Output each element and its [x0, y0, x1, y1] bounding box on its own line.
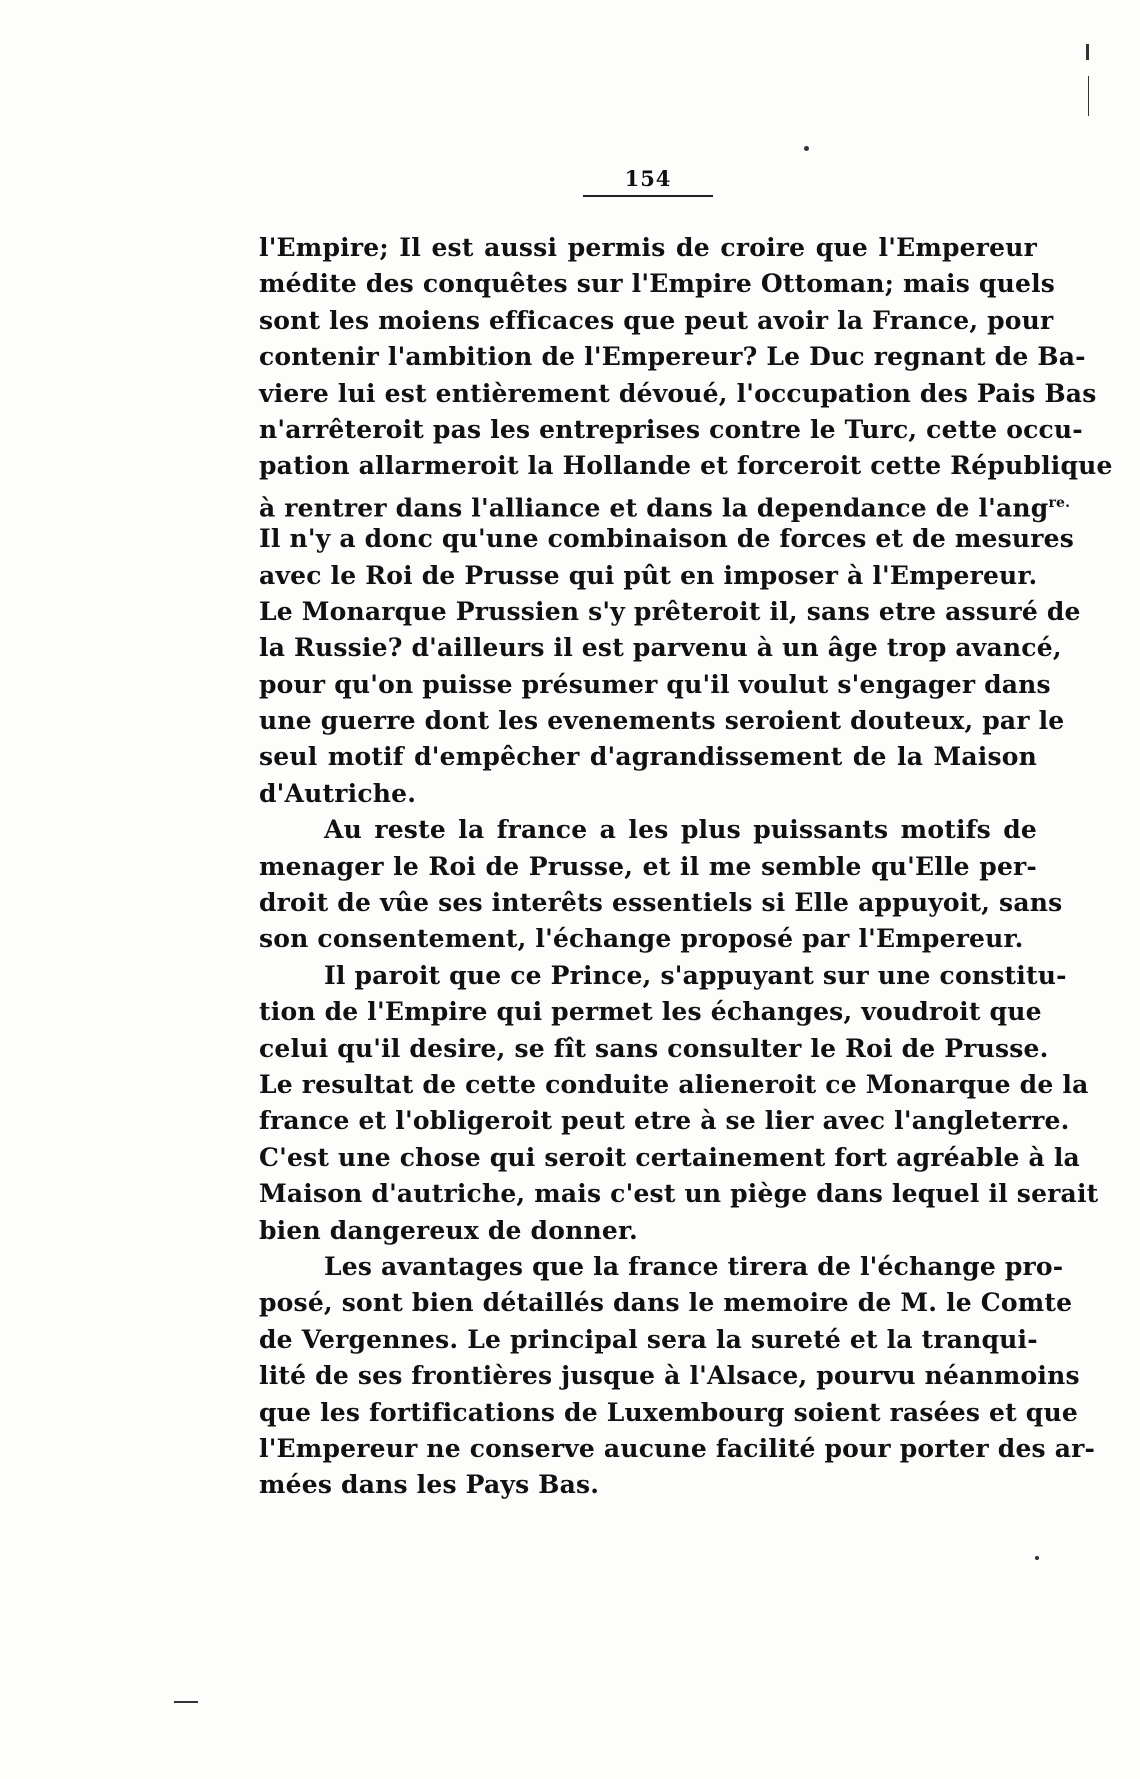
- scan-mark: [174, 1701, 198, 1703]
- text-line: Il paroit que ce Prince, s'appuyant sur une constitu-: [324, 960, 1067, 990]
- text-line: lité de ses frontières jusque à l'Alsace, pourvu néanmoins: [259, 1361, 1080, 1391]
- body-text: [259, 230, 1113, 1504]
- text-line: seul motif d'empêcher d'agrandissement de la Maison: [259, 742, 1037, 772]
- text-line: avec le Roi de Prusse qui pût en imposer à l'Empereur.: [259, 560, 1038, 590]
- text-line: celui qu'il desire, se fît sans consulter le Roi de Prusse.: [259, 1033, 1049, 1063]
- text-line: d'Autriche.: [259, 778, 417, 808]
- text-line: Maison d'autriche, mais c'est un piège dans lequel il serait: [259, 1179, 1099, 1209]
- abbreviation-superscript: re.: [1048, 494, 1071, 511]
- text-line: pation allarmeroit la Hollande et forceroit cette République: [259, 451, 1113, 481]
- text-line: Le Monarque Prussien s'y prêteroit il, sans etre assuré de: [259, 596, 1081, 626]
- text-line: Au reste la france a les plus puissants motifs de: [324, 815, 1037, 845]
- text-line: de Vergennes. Le principal sera la sureté et la tranqui-: [259, 1324, 1038, 1354]
- text-line: Le resultat de cette conduite alieneroit ce Monarque de la: [259, 1069, 1089, 1099]
- text-line: C'est une chose qui seroit certainement fort agréable à la: [259, 1142, 1080, 1172]
- text-line: médite des conquêtes sur l'Empire Ottoman; mais quels: [259, 269, 1056, 299]
- text-line: l'Empire; Il est aussi permis de croire que l'Empereur: [259, 233, 1037, 262]
- text-line: son consentement, l'échange proposé par l'Empereur.: [259, 924, 1024, 954]
- text-line: Il n'y a donc qu'une combinaison de forces et de mesures: [259, 524, 1075, 554]
- text-line: france et l'obligeroit peut etre à se lier avec l'angleterre.: [259, 1106, 1070, 1136]
- text-line: n'arrêteroit pas les entreprises contre le Turc, cette occu-: [259, 414, 1083, 444]
- text-line: que les fortifications de Luxembourg soient rasées et que: [259, 1397, 1078, 1427]
- text-line: Les avantages que la france tirera de l'échange pro-: [324, 1251, 1064, 1281]
- scan-mark: [804, 146, 809, 151]
- page-number: 154: [583, 166, 713, 197]
- text-line: pour qu'on puisse présumer qu'il voulut s'engager dans: [259, 669, 1051, 699]
- text-line: posé, sont bien détaillés dans le memoire de M. le Comte: [259, 1288, 1073, 1318]
- text-line: mées dans les Pays Bas.: [259, 1470, 600, 1500]
- text-line: l'Empereur ne conserve aucune facilité pour porter des ar-: [259, 1433, 1096, 1463]
- text-line: bien dangereux de donner.: [259, 1215, 638, 1245]
- text-line: sont les moiens efficaces que peut avoir la France, pour: [259, 305, 1054, 335]
- text-line: droit de vûe ses interêts essentiels si Elle appuyoit, sans: [259, 888, 1063, 918]
- scan-mark: [1035, 1556, 1039, 1560]
- text-line: viere lui est entièrement dévoué, l'occupation des Pais Bas: [259, 378, 1097, 408]
- scan-mark: [1088, 76, 1089, 116]
- scan-mark: [1086, 44, 1089, 60]
- text-line: [259, 485, 1071, 523]
- text-line-main: à rentrer dans l'alliance et dans la dependance de l'ang: [259, 493, 1049, 523]
- text-line: contenir l'ambition de l'Empereur? Le Duc regnant de Ba-: [259, 342, 1086, 372]
- text-line: tion de l'Empire qui permet les échanges, voudroit que: [259, 997, 1042, 1027]
- text-line: une guerre dont les evenements seroient douteux, par le: [259, 706, 1065, 736]
- text-line: menager le Roi de Prusse, et il me semble qu'Elle per-: [259, 851, 1037, 881]
- text-line: la Russie? d'ailleurs il est parvenu à un âge trop avancé,: [259, 633, 1062, 663]
